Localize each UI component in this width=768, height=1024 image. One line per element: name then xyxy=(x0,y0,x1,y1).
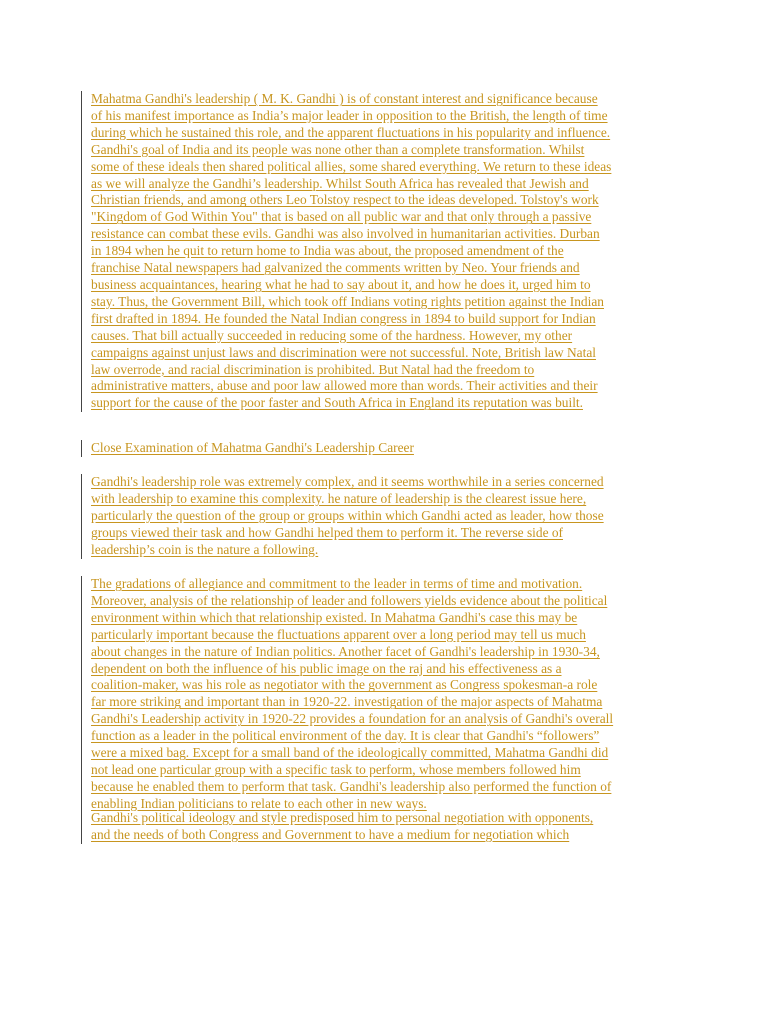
paragraph-block-4 xyxy=(81,576,691,813)
paragraph-block-1 xyxy=(81,91,691,412)
paragraph-ideology: Gandhi's political ideology and style predisposed him to personal negotiation with opponents, and the needs of both Congress and Government to have a medium for negotiation which xyxy=(91,810,594,842)
paragraph-block-3 xyxy=(81,474,691,559)
paragraph-complexity: Gandhi's leadership role was extremely complex, and it seems worthwhile in a series concerned with leadership to examine this complexity. he nature of leadership is the clearest issue here, particularly the question of the group or groups within which Gandhi acted as leader, how those groups viewed their task and how Gandhi helped them to perform it. The reverse side of leadership’s coin is the nature a following. xyxy=(91,474,604,557)
paragraph-block-2 xyxy=(81,440,691,457)
paragraph-block-5 xyxy=(81,810,691,844)
paragraph-allegiance: The gradations of allegiance and commitment to the leader in terms of time and motivation. Moreover, analysis of the relationship of leader and followers yields evidence about the political environment within which that relationship existed. In Mahatma Gandhi's case this may be particularly important because the fluctuations apparent over a long period may tell us much about changes in the nature of Indian politics. Another facet of Gandhi's leadership in 1930-34, dependent on both the influence of his public image on the raj and his effectiveness as a coalition-maker, was his role as negotiator with the government as Congress spokesman-a role far more striking and important than in 1920-22. investigation of the major aspects of Mahatma Gandhi's Leadership activity in 1920-22 provides a foundation for an analysis of Gandhi's overall function as a leader in the political environment of the day. It is clear that Gandhi's “followers” were a mixed bag. Except for a small band of the ideologically committed, Mahatma Gandhi did not lead one particular group with a specific task to perform, whose members followed him because he enabled them to perform that task. Gandhi's leadership also performed the function of enabling Indian politicians to relate to each other in new ways. xyxy=(91,576,614,811)
section-heading: Close Examination of Mahatma Gandhi's Leadership Career xyxy=(91,440,414,455)
paragraph-intro: Mahatma Gandhi's leadership ( M. K. Gandhi ) is of constant interest and significance because of his manifest importance as India’s major leader in opposition to the British, the length of time during which he sustained this role, and the apparent fluctuations in his popularity and influence. Gandhi's goal of India and its people was none other than a complete transformation. Whilst some of these ideals then shared political allies, some shared everything. We return to these ideas as we will analyze the Gandhi’s leadership. Whilst South Africa has revealed that Jewish and Christian friends, and among others Leo Tolstoy respect to the ideas developed. Tolstoy's work "Kingdom of God Within You" that is based on all public war and that only through a passive resistance can combat these evils. Gandhi was also involved in humanitarian activities. Durban in 1894 when he quit to return home to India was about, the proposed amendment of the franchise Natal newspapers had galvanized the comments written by Neo. Your friends and business acquaintances, hearing what he had to say about it, and how he does it, urged him to stay. Thus, the Government Bill, which took off Indians voting rights petition against the Indian first drafted in 1894. He founded the Natal Indian congress in 1894 to build support for Indian causes. That bill actually succeeded in reducing some of the hardness. However, my other campaigns against unjust laws and discrimination were not successful. Note, British law Natal law overrode, and racial discrimination is prohibited. But Natal had the freedom to administrative matters, abuse and poor law allowed more than words. Their activities and their support for the cause of the poor faster and South Africa in England its reputation was built. xyxy=(91,91,612,411)
